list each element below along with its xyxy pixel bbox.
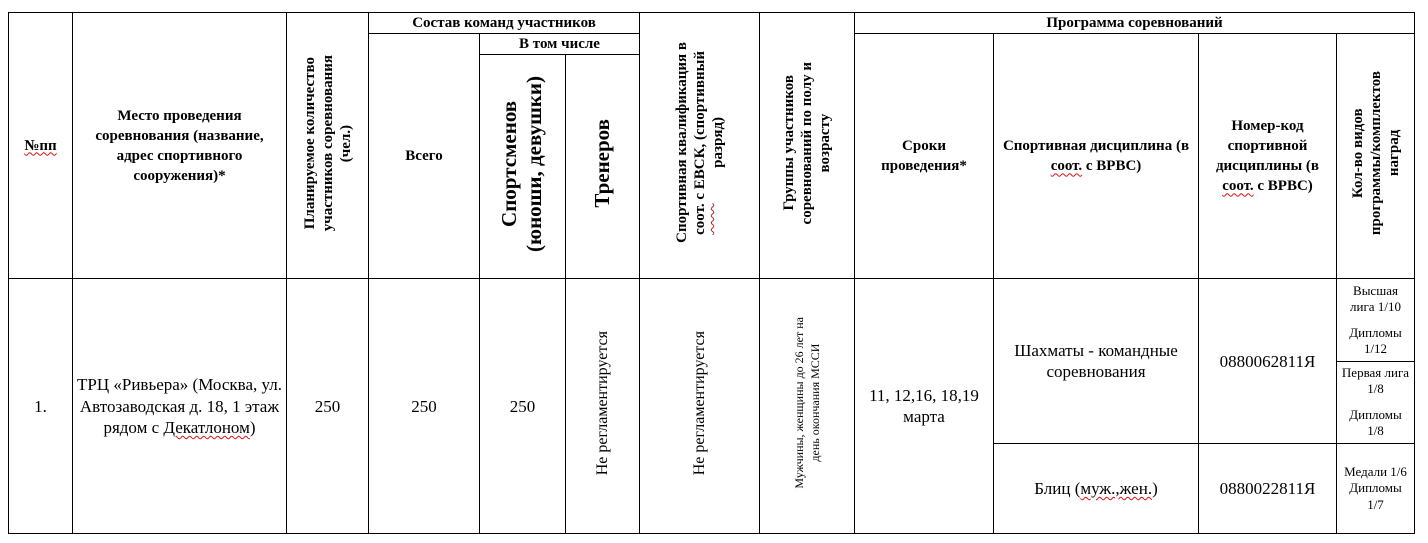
cell-coaches: Не регламентируется [566, 279, 640, 534]
cell-code-2: 0880022811Я [1199, 443, 1337, 533]
cell-planned: 250 [287, 279, 369, 534]
header-num: №пп [9, 13, 73, 279]
cell-num: 1. [9, 279, 73, 534]
cell-qualification: Не регламентируется [640, 279, 760, 534]
cell-athletes: 250 [480, 279, 566, 534]
header-athletes: Спортсменов (юноши, девушки) [480, 55, 566, 279]
cell-discipline-1: Шахматы - командные соревнования [994, 279, 1199, 443]
header-qualification: Спортивная квалификация в соот. с ЕВСК, (спортивный разряд) [640, 13, 760, 279]
header-discipline: Спортивная дисциплина (в соот. с ВРВС) [994, 34, 1199, 279]
cell-code-1: 0880062811Я [1199, 279, 1337, 443]
cell-venue: ТРЦ «Ривьера» (Москва, ул. Автозаводская д. 18, 1 этаж рядом с Декатлоном) [73, 279, 287, 534]
cell-awards-2: Медали 1/6 Дипломы 1/7 [1337, 443, 1415, 533]
header-total: Всего [369, 34, 480, 279]
competition-schedule-table [8, 12, 1415, 534]
cell-dates: 11, 12,16, 18,19 марта [855, 279, 994, 534]
header-coaches: Тренеров [566, 55, 640, 279]
header-code: Номер-код спортивной дисциплины (в соот. с ВРВС) [1199, 34, 1337, 279]
cell-total: 250 [369, 279, 480, 534]
cell-awards-1b: Первая лига 1/8 Дипломы 1/8 [1337, 361, 1415, 443]
cell-discipline-2: Блиц (муж.,жен.) [994, 443, 1199, 533]
cell-groups: Мужчины, женщины до 26 лет на день окончания МССИ [760, 279, 855, 534]
header-dates: Сроки проведения* [855, 34, 994, 279]
header-groups: Группы участников соревнований по полу и возрасту [760, 13, 855, 279]
header-planned: Планируемое количество участников соревнования (чел.) [287, 13, 369, 279]
cell-awards-1a: Высшая лига 1/10 Дипломы 1/12 [1337, 279, 1415, 361]
header-teams-group: Состав команд участников [369, 13, 640, 34]
header-program-group: Программа соревнований [855, 13, 1415, 34]
header-awards: Кол-во видов программы/комплектов наград [1337, 34, 1415, 279]
header-including: В том числе [480, 34, 640, 55]
header-venue: Место проведения соревнования (название, адрес спортивного сооружения)* [73, 13, 287, 279]
